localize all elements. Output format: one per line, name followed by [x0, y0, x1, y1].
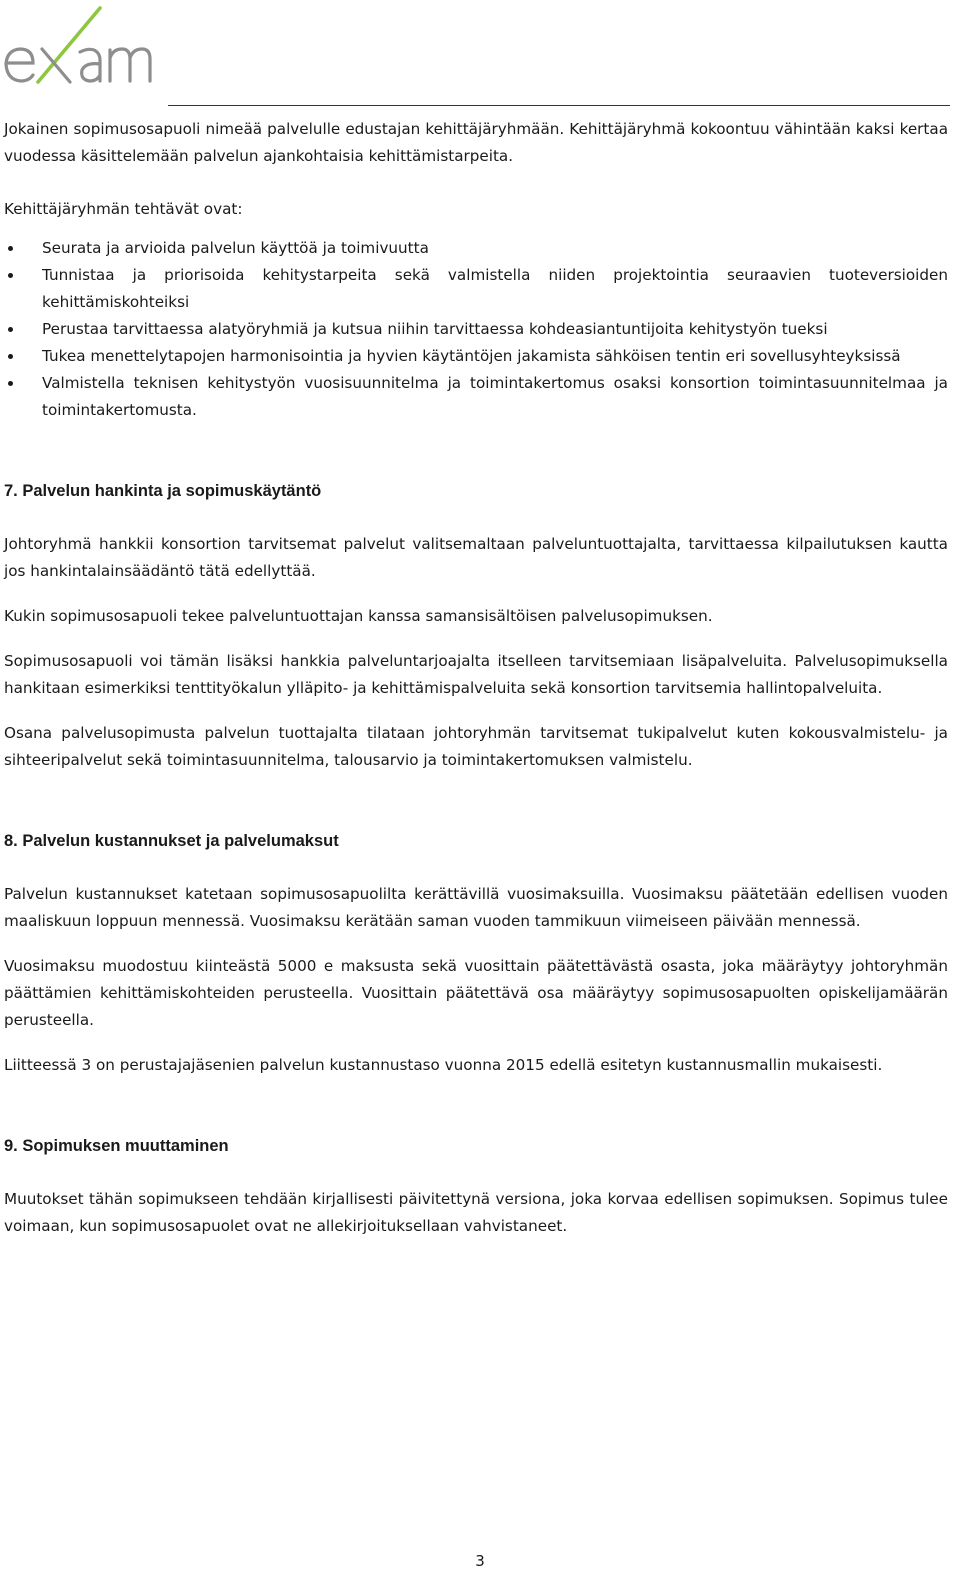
intro-paragraph: Jokainen sopimusosapuoli nimeää palvelulle edustajan kehittäjäryhmään. Kehittäjäryhmä kokoontuu vähintään kaksi kertaa vuodessa käsittelemään palvelun ajankohtaisia kehittämistarpeita.: [4, 120, 948, 165]
section-9-paragraph: Muutokset tähän sopimukseen tehdään kirjallisesti päivitettynä versiona, joka korvaa edellisen sopimuksen. Sopimus tulee voimaan, kun sopimusosapuolet ovat ne allekirjoituksellaan vahvistaneet.: [4, 1190, 948, 1235]
page-number: 3: [475, 1552, 485, 1570]
exam-logo-graphic: [2, 2, 162, 92]
section-8-paragraph: Palvelun kustannukset katetaan sopimusosapuolilta kerättävillä vuosimaksuilla. Vuosimaksu päätetään edellisen vuoden maaliskuun loppuun mennessä. Vuosimaksu kerätään saman vuoden tammikuun viimeiseen päivään mennessä.: [4, 885, 948, 930]
tasks-intro: Kehittäjäryhmän tehtävät ovat:: [4, 200, 243, 218]
section-7-heading: 7. Palvelun hankinta ja sopimuskäytäntö: [4, 482, 322, 500]
list-item: Tunnistaa ja priorisoida kehitystarpeita sekä valmistella niiden projektointia seuraavien tuoteversioiden kehittämiskohteiksi: [4, 262, 948, 316]
header-divider: [168, 105, 950, 106]
exam-logo: [2, 2, 162, 92]
section-9-heading: 9. Sopimuksen muuttaminen: [4, 1137, 229, 1155]
section-8-heading: 8. Palvelun kustannukset ja palvelumaksut: [4, 832, 339, 850]
list-item: Valmistella teknisen kehitystyön vuosisuunnitelma ja toimintakertomus osaksi konsortion toimintasuunnitelmaa ja toimintakertomusta.: [4, 370, 948, 424]
section-7-paragraph: Sopimusosapuoli voi tämän lisäksi hankkia palveluntarjoajalta itselleen tarvitsemiaan lisäpalveluita. Palvelusopimuksella hankitaan esimerkiksi tenttityökalun ylläpito- ja kehittämispalveluita sekä konsortion tarvitsemia hallintopalveluita.: [4, 652, 948, 697]
section-7-paragraph: Johtoryhmä hankkii konsortion tarvitsemat palvelut valitsemaltaan palveluntuottajalta, tarvittaessa kilpailutuksen kautta jos hankintalainsäädäntö tätä edellyttää.: [4, 535, 948, 580]
list-item: Seurata ja arvioida palvelun käyttöä ja toimivuutta: [4, 235, 948, 262]
tasks-list: [4, 235, 948, 424]
list-item: Tukea menettelytapojen harmonisointia ja hyvien käytäntöjen jakamista sähköisen tentin eri sovellusyhteyksissä: [4, 343, 948, 370]
section-7-paragraph: Kukin sopimusosapuoli tekee palveluntuottajan kanssa samansisältöisen palvelusopimuksen.: [4, 607, 713, 625]
section-8-paragraph: Vuosimaksu muodostuu kiinteästä 5000 e maksusta sekä vuosittain päätettävästä osasta, joka määräytyy johtoryhmän päättämien kehittämiskohteiden perusteella. Vuosittain päätettävä osa määräytyy sopimusosapuolten opiskelijamäärän perusteella.: [4, 957, 948, 1029]
section-7-paragraph: Osana palvelusopimusta palvelun tuottajalta tilataan johtoryhmän tarvitsemat tukipalvelut kuten kokousvalmistelu- ja sihteeripalvelut sekä toimintasuunnitelma, talousarvio ja toimintakertomuksen valmistelu.: [4, 724, 948, 769]
list-item: Perustaa tarvittaessa alatyöryhmiä ja kutsua niihin tarvittaessa kohdeasiantuntijoita kehitystyön tueksi: [4, 316, 948, 343]
document-body: [4, 116, 948, 1240]
section-8-paragraph: Liitteessä 3 on perustajajäsenien palvelun kustannustaso vuonna 2015 edellä esitetyn kustannusmallin mukaisesti.: [4, 1056, 883, 1074]
